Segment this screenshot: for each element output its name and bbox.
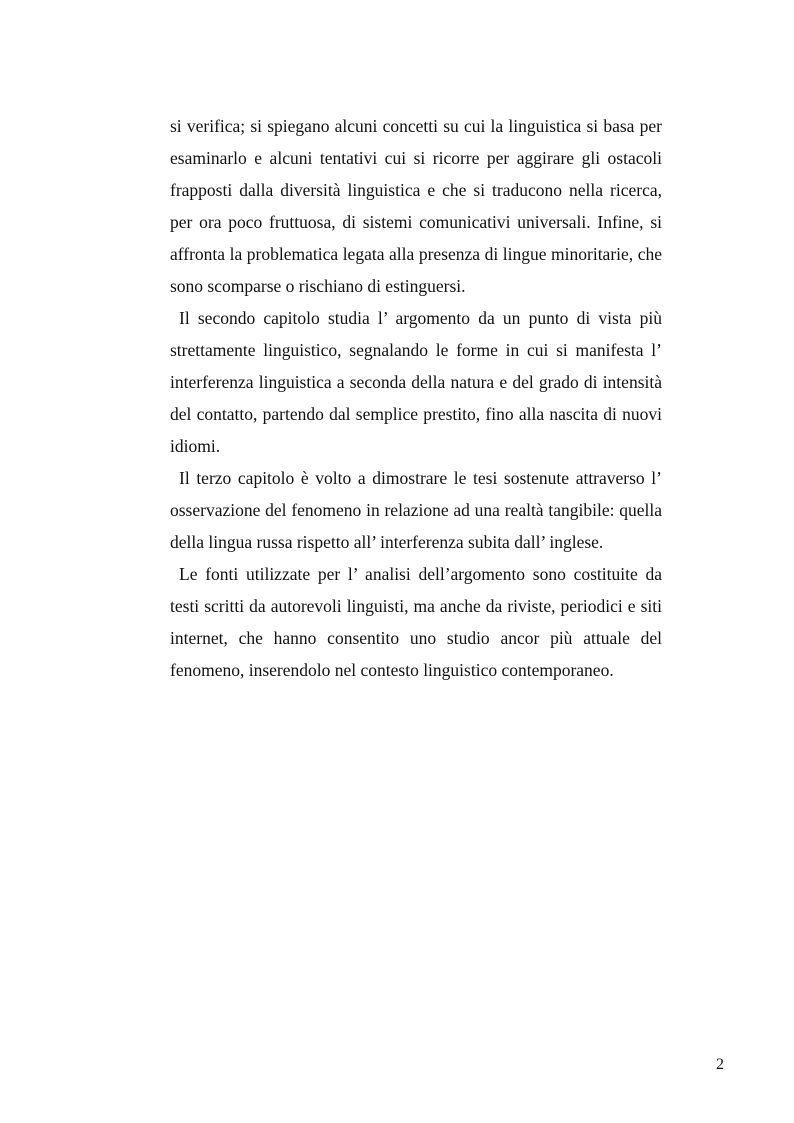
paragraph-sources: Le fonti utilizzate per l’ analisi dell’argomento sono costituite da testi scritti da autorevoli linguisti, ma anche da riviste, periodici e siti internet, che hanno consentito uno studio ancor più attuale del fenomeno, inserendolo nel contesto linguistico contemporaneo. bbox=[170, 564, 662, 680]
paragraph-third-chapter: Il terzo capitolo è volto a dimostrare le tesi sostenute attraverso l’ osservazione del fenomeno in relazione ad una realtà tangibile: quella della lingua russa rispetto all’ interferenza subita dall’ inglese. bbox=[170, 468, 662, 552]
page-number: 2 bbox=[716, 1056, 724, 1073]
paragraph-continuation: si verifica; si spiegano alcuni concetti su cui la linguistica si basa per esaminarlo e alcuni tentativi cui si ricorre per aggirare gli ostacoli frapposti dalla diversità linguistica e che si traducono nella ricerca, per ora poco fruttuosa, di sistemi comunicativi universali. Infine, si affronta la problematica legata alla presenza di lingue minoritarie, che sono scomparse o rischiano di estinguersi. bbox=[170, 116, 662, 296]
body-text bbox=[170, 110, 662, 686]
paragraph-second-chapter: Il secondo capitolo studia l’ argomento da un punto di vista più strettamente linguistico, segnalando le forme in cui si manifesta l’ interferenza linguistica a seconda della natura e del grado di intensità del contatto, partendo dal semplice prestito, fino alla nascita di nuovi idiomi. bbox=[170, 308, 662, 456]
